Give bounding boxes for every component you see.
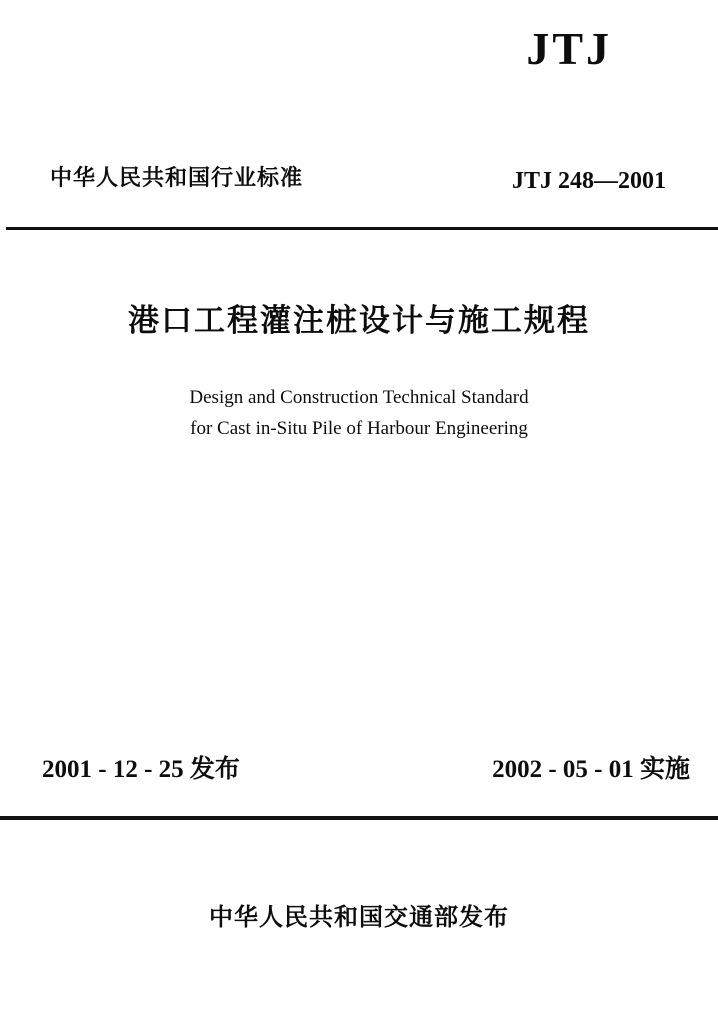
standard-category: 中华人民共和国行业标准 — [50, 166, 304, 191]
bottom-divider — [0, 816, 718, 820]
standard-code-mark: JTJ — [526, 23, 612, 74]
document-title-chinese: 港口工程灌注桩设计与施工规程 — [128, 303, 590, 339]
document-title-english — [0, 382, 718, 444]
top-divider — [6, 227, 718, 230]
issue-date: 2001 - 12 - 25 发布 — [42, 756, 240, 783]
english-title-line-1: Design and Construction Technical Standard — [189, 387, 529, 408]
effective-date: 2002 - 05 - 01 实施 — [492, 756, 690, 783]
english-title-line-2: for Cast in-Situ Pile of Harbour Engineering — [190, 418, 528, 439]
standard-number: JTJ 248—2001 — [511, 168, 666, 194]
publisher: 中华人民共和国交通部发布 — [209, 903, 509, 931]
